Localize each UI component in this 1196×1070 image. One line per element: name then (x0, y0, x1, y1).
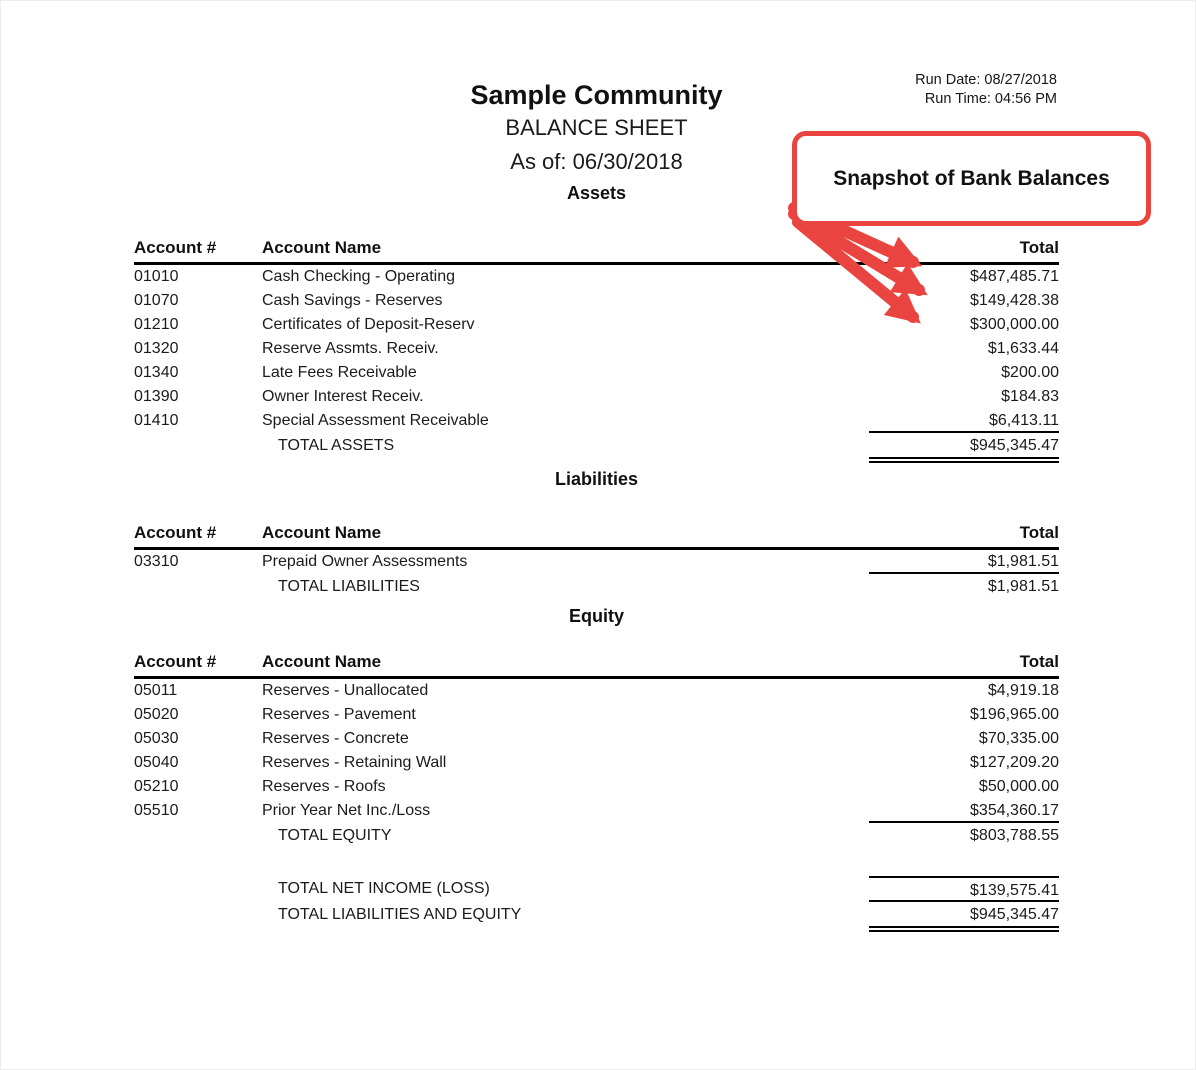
account-total: $1,633.44 (987, 340, 1059, 357)
account-name: Reserves - Roofs (262, 778, 386, 795)
table-row (134, 751, 1059, 775)
summary-label: TOTAL LIABILITIES AND EQUITY (278, 906, 522, 923)
account-name: Late Fees Receivable (262, 364, 417, 381)
equity-table-header (134, 648, 1059, 679)
account-total: $200.00 (1001, 364, 1059, 381)
account-total: $4,919.18 (987, 682, 1059, 699)
account-name: Prepaid Owner Assessments (262, 553, 468, 570)
account-number: 05040 (134, 754, 179, 771)
report-type: BALANCE SHEET (505, 115, 688, 140)
account-total: $354,360.17 (869, 799, 1059, 823)
summary-block (134, 876, 1059, 928)
summary-value: $945,345.47 (869, 902, 1059, 928)
account-name: Reserves - Unallocated (262, 682, 429, 699)
column-header-account-name: Account Name (262, 523, 382, 542)
column-header-account-number: Account # (134, 238, 217, 257)
account-number: 01320 (134, 340, 179, 357)
account-number: 05020 (134, 706, 179, 723)
column-header-total: Total (1019, 523, 1059, 542)
table-row (134, 703, 1059, 727)
table-row (134, 289, 1059, 313)
account-total: $196,965.00 (970, 706, 1059, 723)
account-name: Reserves - Pavement (262, 706, 416, 723)
total-value: $945,345.47 (869, 433, 1059, 459)
table-row (134, 385, 1059, 409)
total-equity-row (134, 823, 1059, 849)
run-time: Run Time: 04:56 PM (924, 91, 1057, 107)
account-number: 01390 (134, 388, 179, 405)
account-name: Cash Checking - Operating (262, 268, 455, 285)
section-heading-liabilities: Liabilities (554, 469, 639, 489)
account-number: 05030 (134, 730, 179, 747)
total-label: TOTAL EQUITY (278, 827, 392, 844)
table-row (134, 799, 1059, 823)
table-row (134, 337, 1059, 361)
table-row (134, 775, 1059, 799)
section-heading-equity: Equity (568, 606, 624, 626)
equity-table (134, 648, 1059, 928)
column-header-account-number: Account # (134, 652, 217, 671)
table-row (134, 550, 1059, 574)
account-total: $149,428.38 (970, 292, 1059, 309)
total-label: TOTAL ASSETS (278, 437, 395, 454)
liabilities-table (134, 519, 1059, 600)
run-date: Run Date: 08/27/2018 (915, 72, 1057, 88)
column-header-total: Total (1019, 652, 1059, 671)
callout-box (792, 131, 1151, 226)
table-row (134, 727, 1059, 751)
assets-table (134, 234, 1059, 459)
table-row (134, 265, 1059, 289)
column-header-account-number: Account # (134, 523, 217, 542)
account-name: Cash Savings - Reserves (262, 292, 443, 309)
total-label: TOTAL LIABILITIES (278, 578, 420, 595)
account-number: 05011 (134, 682, 178, 699)
account-total: $184.83 (1001, 388, 1059, 405)
summary-value: $139,575.41 (869, 876, 1059, 902)
callout-label: Snapshot of Bank Balances (833, 166, 1110, 190)
account-total: $487,485.71 (970, 268, 1059, 285)
account-name: Reserves - Concrete (262, 730, 409, 747)
account-number: 03310 (134, 553, 179, 570)
total-net-income-row (134, 876, 1059, 902)
account-total: $1,981.51 (869, 550, 1059, 574)
account-number: 01070 (134, 292, 179, 309)
page-title: Sample Community (470, 80, 723, 110)
total-assets-row (134, 433, 1059, 459)
account-name: Special Assessment Receivable (262, 412, 489, 429)
total-liabilities-and-equity-row (134, 902, 1059, 928)
account-name: Reserves - Retaining Wall (262, 754, 447, 771)
account-name: Reserve Assmts. Receiv. (262, 340, 439, 357)
section-heading-assets: Assets (566, 183, 627, 203)
table-row (134, 313, 1059, 337)
account-name: Owner Interest Receiv. (262, 388, 424, 405)
account-number: 01010 (134, 268, 179, 285)
total-liabilities-row (134, 574, 1059, 600)
account-name: Prior Year Net Inc./Loss (262, 802, 431, 819)
table-row (134, 679, 1059, 703)
summary-label: TOTAL NET INCOME (LOSS) (278, 880, 490, 897)
account-number: 05510 (134, 802, 179, 819)
account-number: 01210 (134, 316, 179, 333)
account-number: 05210 (134, 778, 179, 795)
column-header-account-name: Account Name (262, 238, 382, 257)
account-number: 01410 (134, 412, 179, 429)
column-header-total: Total (1019, 238, 1059, 257)
as-of-date: As of: 06/30/2018 (510, 149, 683, 174)
assets-table-header (134, 234, 1059, 265)
total-value: $1,981.51 (987, 578, 1059, 595)
account-number: 01340 (134, 364, 179, 381)
account-total: $50,000.00 (978, 778, 1059, 795)
account-name: Certificates of Deposit-Reserv (262, 316, 475, 333)
account-total: $6,413.11 (869, 409, 1059, 433)
total-value: $803,788.55 (970, 827, 1059, 844)
account-total: $70,335.00 (978, 730, 1059, 747)
liabilities-table-header (134, 519, 1059, 550)
table-row (134, 409, 1059, 433)
column-header-account-name: Account Name (262, 652, 382, 671)
table-row (134, 361, 1059, 385)
account-total: $127,209.20 (970, 754, 1059, 771)
account-total: $300,000.00 (970, 316, 1059, 333)
